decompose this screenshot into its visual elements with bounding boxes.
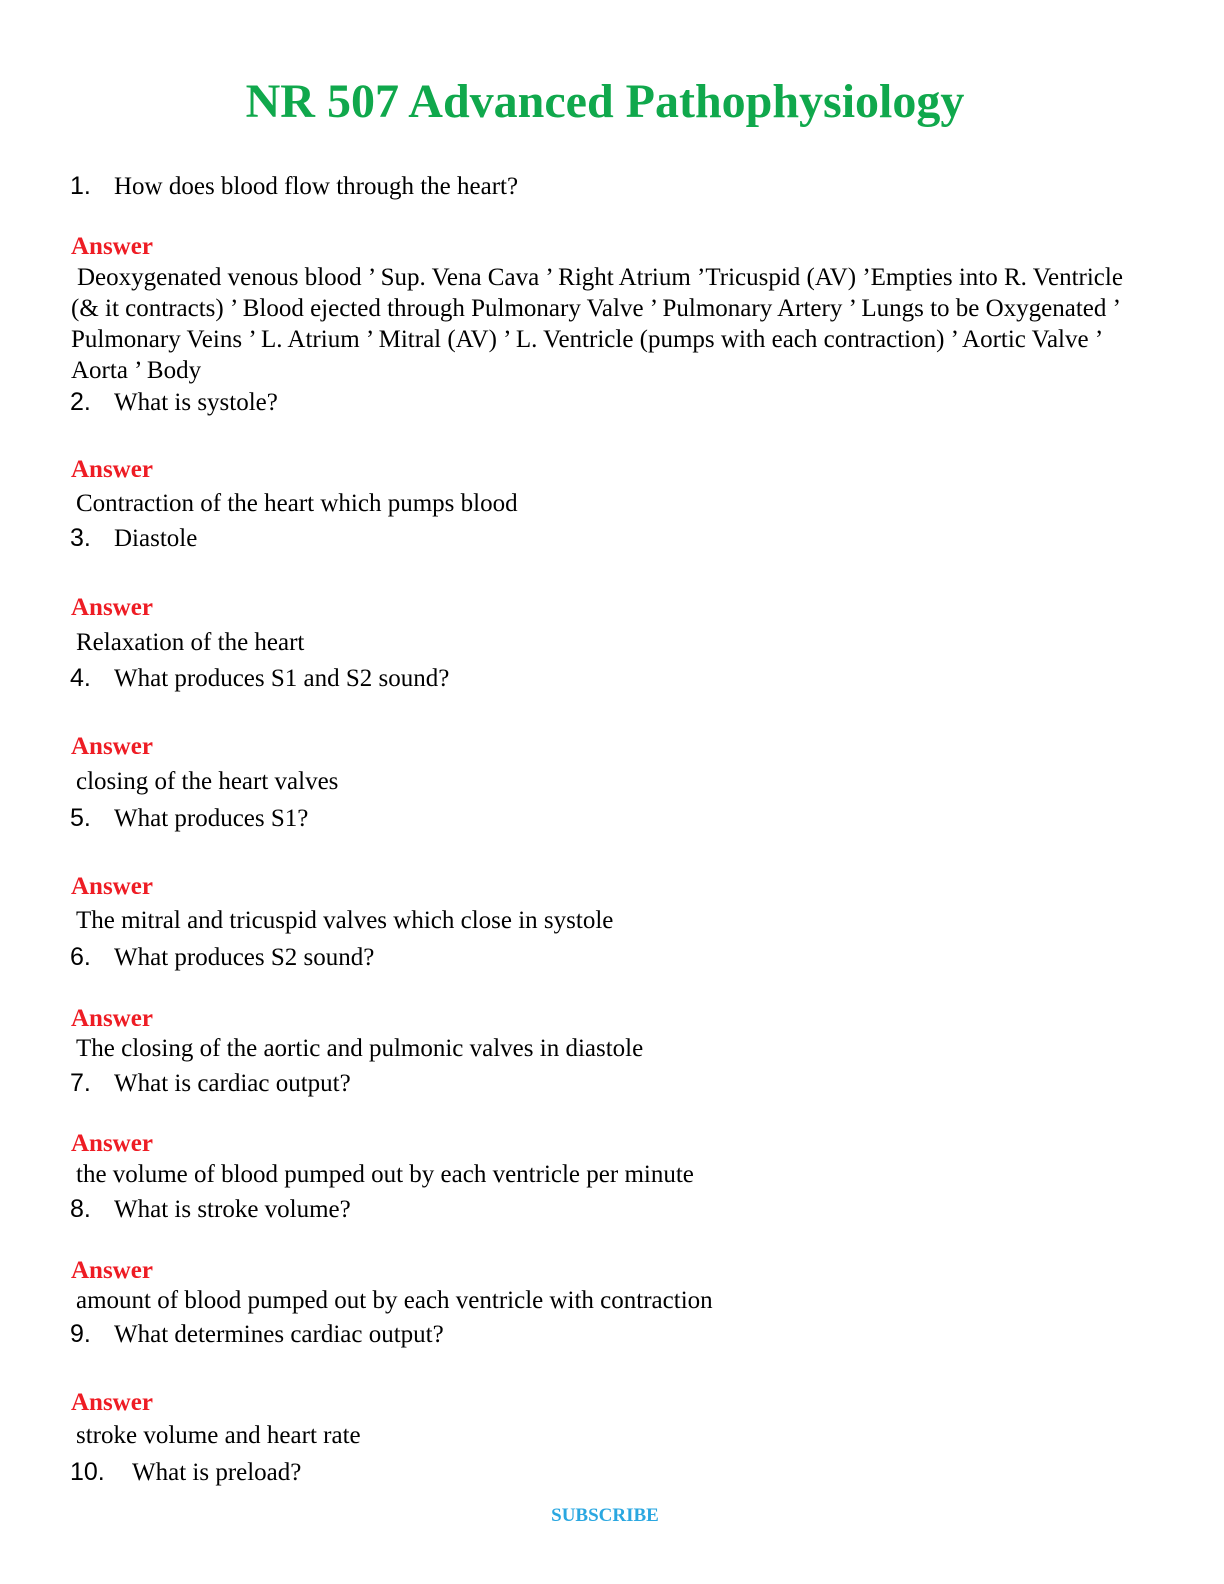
answer-label: Answer [71,733,153,760]
subscribe-link[interactable]: SUBSCRIBE [551,1505,659,1526]
question-number: 8. [70,1195,91,1223]
question-2 [70,386,278,419]
question-4 [70,662,449,695]
question-number: 9. [70,1320,91,1348]
question-number: 4. [70,664,91,692]
question-10 [70,1456,301,1489]
question-8 [70,1193,351,1226]
question-number: 3. [70,524,91,552]
answer-label: Answer [71,873,153,900]
question-number: 7. [70,1069,91,1097]
question-3 [70,522,197,555]
question-number: 1. [70,172,91,200]
answer-label: Answer [71,1257,153,1284]
answer-label: Answer [71,594,153,621]
answer-3-text: Relaxation of the heart [76,629,305,656]
question-text: How does blood flow through the heart? [114,173,519,200]
answer-2-text: Contraction of the heart which pumps blood [76,490,518,517]
answer-label: Answer [71,1005,153,1032]
answer-label: Answer [71,1130,153,1157]
answer-label: Answer [71,233,153,260]
question-text: What is stroke volume? [114,1196,351,1223]
question-7 [70,1067,351,1100]
question-number: 6. [70,943,91,971]
document-title: NR 507 Advanced Pathophysiology [245,75,965,128]
question-6 [70,941,374,974]
question-text: What produces S2 sound? [114,944,375,971]
answer-4-text: closing of the heart valves [76,768,339,795]
question-text: Diastole [114,525,198,552]
answer-6-text: The closing of the aortic and pulmonic valves in diastole [76,1035,644,1062]
question-1 [70,170,518,203]
answer-1-text: Deoxygenated venous blood ’ Sup. Vena Cava ’ Right Atrium ’Tricuspid (AV) ’Empties into R. Ventricle (& it contracts) ’ Blood ejected through Pulmonary Valve ’ Pulmonary Artery ’ Lungs to be Oxygenated ’ Pulmonary Veins ’ L. Atrium ’ Mitral (AV) ’ L. Ventricle (pumps with each contraction) ’ Aortic Valve ’ Aorta ’ Body [71,264,1123,384]
question-5 [70,802,308,835]
question-text: What is preload? [132,1459,302,1486]
question-number: 10. [70,1458,105,1486]
question-text: What produces S1 and S2 sound? [114,665,450,692]
question-number: 2. [70,388,91,416]
question-text: What determines cardiac output? [114,1321,444,1348]
answer-5-text: The mitral and tricuspid valves which close in systole [76,907,614,934]
question-9 [70,1318,444,1351]
question-number: 5. [70,804,91,832]
answer-label: Answer [71,456,153,483]
question-text: What is cardiac output? [114,1070,351,1097]
answer-7-text: the volume of blood pumped out by each ventricle per minute [76,1161,694,1188]
answer-label: Answer [71,1389,153,1416]
question-text: What is systole? [114,389,278,416]
question-text: What produces S1? [114,805,309,832]
answer-8-text: amount of blood pumped out by each ventricle with contraction [76,1287,713,1314]
answer-9-text: stroke volume and heart rate [76,1422,361,1449]
